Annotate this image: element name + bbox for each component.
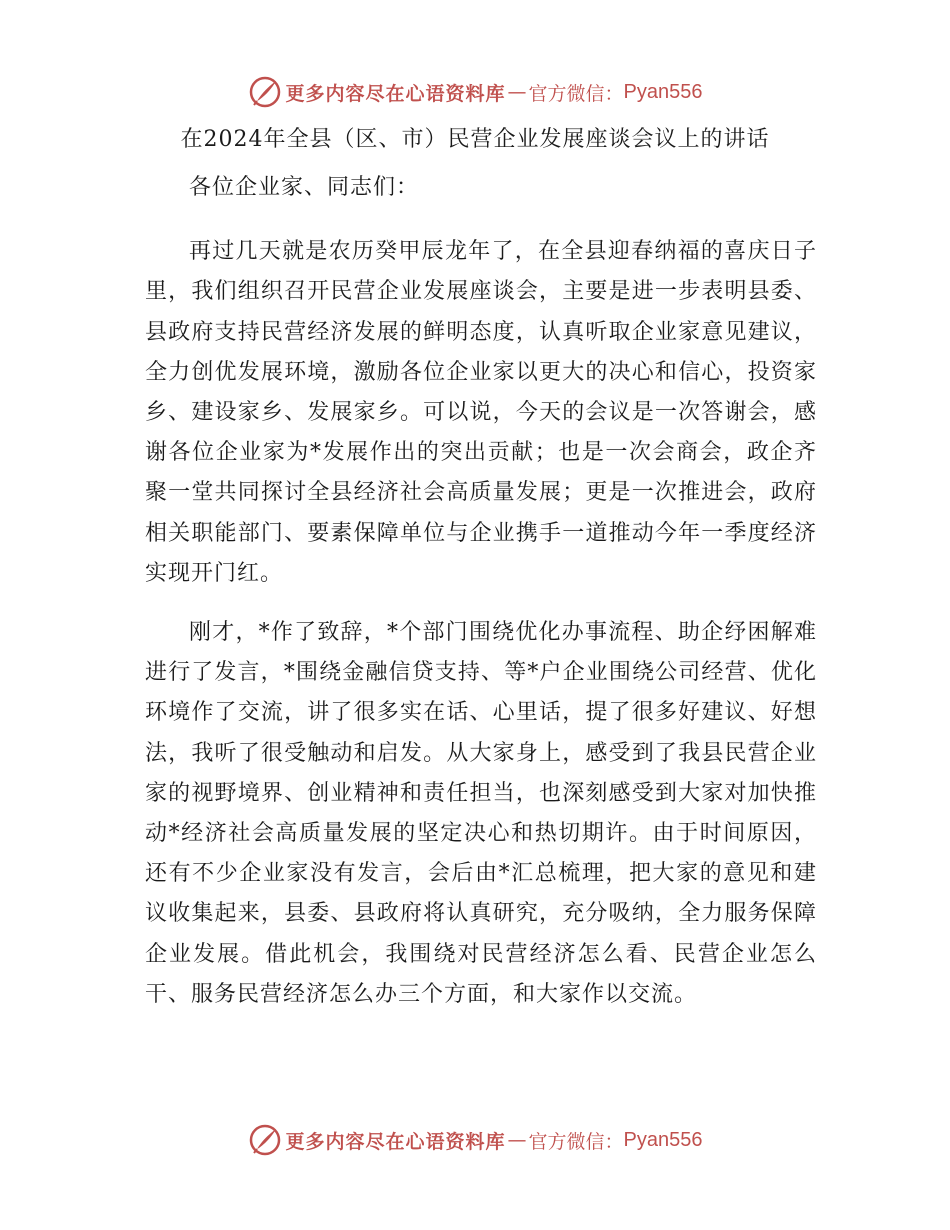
footer-banner xyxy=(0,1120,950,1160)
banner-wechat-label: 官方微信： xyxy=(528,1130,624,1153)
banner-wechat-label: 官方微信： xyxy=(528,82,624,105)
banner-wechat-id: Pyan556 xyxy=(623,1128,703,1151)
salutation: 各位企业家、同志们： xyxy=(189,175,420,200)
document-body xyxy=(145,168,817,1015)
paragraph: 再过几天就是农历癸甲辰龙年了，在全县迎春纳福的喜庆日子里，我们组织召开民营企业发展座谈会，主要是进一步表明县委、县政府支持民营经济发展的鲜明态度，认真听取企业家意见建议，全力创优发展环境，激励各位企业家以更大的决心和信心，投资家乡、建设家乡、发展家乡。可以说，今天的会议是一次答谢会，感谢各位企业家为*发展作出的突出贡献；也是一次会商会，政企齐聚一堂共同探讨全县经济社会高质量发展；更是一次推进会，政府相关职能部门、要素保障单位与企业携手一道推动今年一季度经济实现开门红。 xyxy=(145,239,817,586)
document-title: 在2024年全县（区、市）民营企业发展座谈会议上的讲话 xyxy=(180,127,770,152)
banner-brand-text: 更多内容尽在心语资料库 xyxy=(285,1130,506,1153)
banner-wechat-id: Pyan556 xyxy=(623,80,703,103)
banner-dash: — xyxy=(507,1129,527,1151)
header-banner xyxy=(0,72,950,112)
paragraph: 刚才，*作了致辞，*个部门围绕优化办事流程、助企纾困解难进行了发言，*围绕金融信贷支持、等*户企业围绕公司经营、优化环境作了交流，讲了很多实在话、心里话，提了很多好建议、好想法，我听了很受触动和启发。从大家身上，感受到了我县民营企业家的视野境界、创业精神和责任担当，也深刻感受到大家对加快推动*经济社会高质量发展的坚定决心和热切期许。由于时间原因，还有不少企业家没有发言，会后由*汇总梳理，把大家的意见和建议收集起来，县委、县政府将认真研究，充分吸纳，全力服务保障企业发展。借此机会，我围绕对民营经济怎么看、民营企业怎么干、服务民营经济怎么办三个方面，和大家作以交流。 xyxy=(145,620,817,1007)
feather-pen-icon xyxy=(248,75,282,109)
banner-brand-text: 更多内容尽在心语资料库 xyxy=(285,82,506,105)
feather-pen-icon xyxy=(248,1123,282,1157)
banner-dash: — xyxy=(507,81,527,103)
